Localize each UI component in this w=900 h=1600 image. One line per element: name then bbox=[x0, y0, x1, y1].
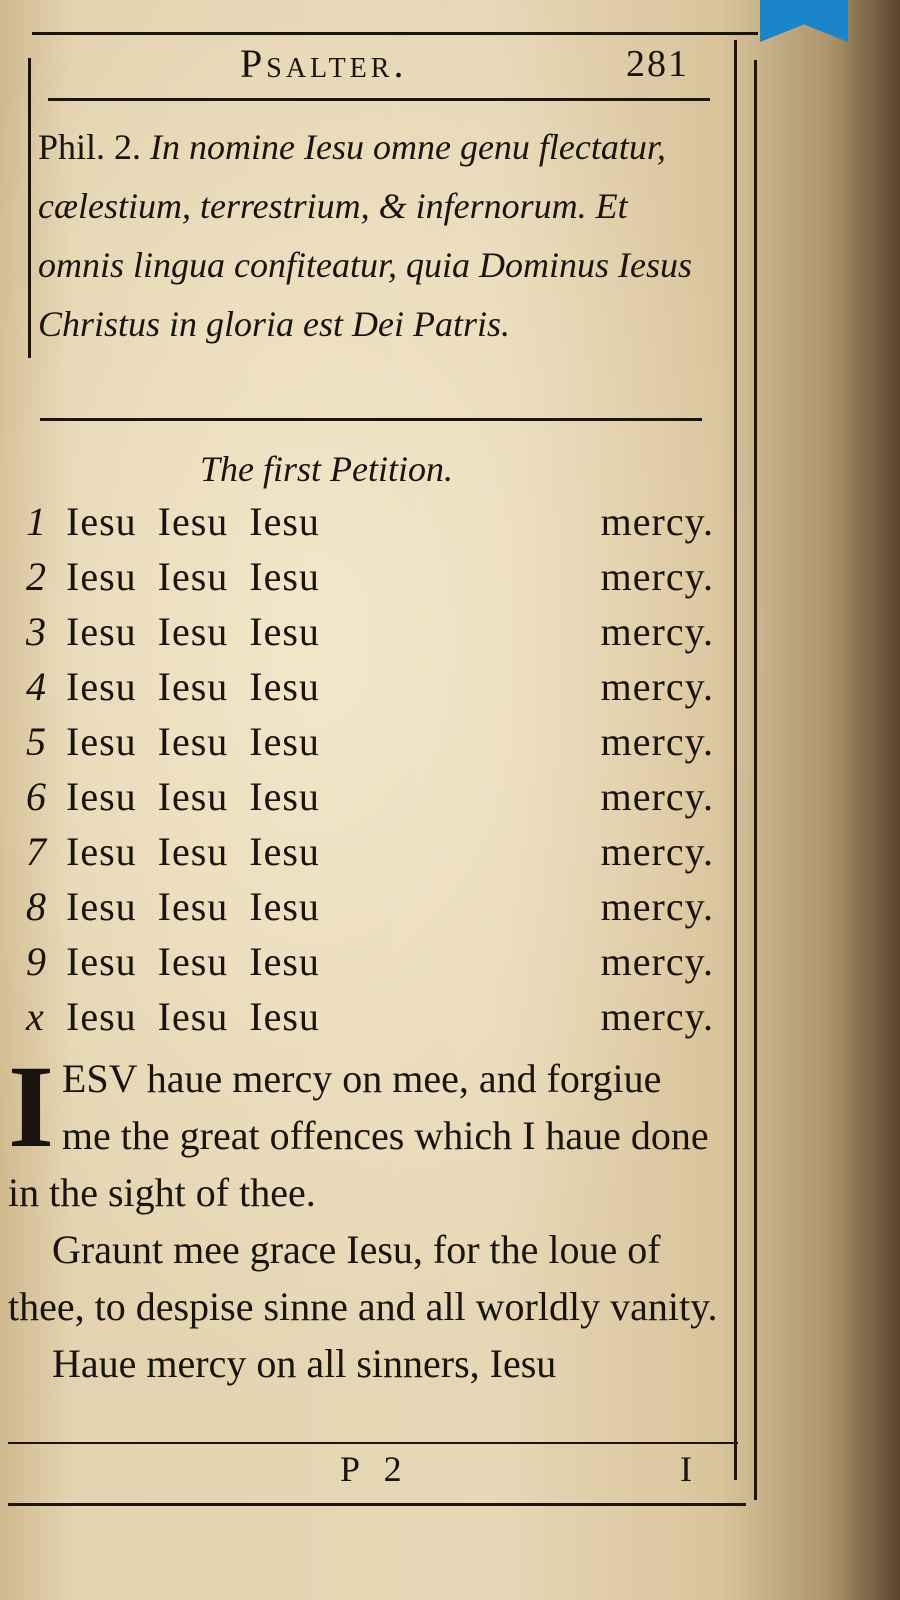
litany-number: 8 bbox=[26, 884, 46, 929]
litany-number: x bbox=[26, 994, 44, 1039]
prayer-line: Haue mercy on all sinners, Iesu bbox=[52, 1341, 557, 1386]
scripture-text: In nomine Iesu omne genu flectatur, cælestium, terrestrium, & infernorum. Et omnis lingua confiteatur, quia Dominus Iesus Christus in gloria est Dei Patris. bbox=[38, 127, 692, 344]
litany-words: Iesu Iesu Iesu bbox=[66, 829, 320, 874]
litany-response: mercy. bbox=[600, 884, 714, 929]
spine-shadow bbox=[830, 0, 900, 1600]
litany-words: Iesu Iesu Iesu bbox=[66, 884, 320, 929]
litany-row bbox=[12, 553, 714, 609]
litany-number: 5 bbox=[26, 719, 46, 764]
right-outer-rule bbox=[754, 60, 757, 1500]
litany-response: mercy. bbox=[600, 664, 714, 709]
litany-response: mercy. bbox=[600, 609, 714, 654]
signature-mark: P 2 bbox=[340, 1449, 410, 1489]
left-margin-rule bbox=[28, 58, 31, 358]
running-title: Psalter. bbox=[240, 41, 408, 86]
litany-number: 9 bbox=[26, 939, 46, 984]
litany-words: Iesu Iesu Iesu bbox=[66, 994, 320, 1039]
litany-words: Iesu Iesu Iesu bbox=[66, 939, 320, 984]
litany-words: Iesu Iesu Iesu bbox=[66, 774, 320, 819]
petition-title: The first Petition. bbox=[200, 449, 454, 489]
litany-response: mercy. bbox=[600, 939, 714, 984]
scripture-passage bbox=[38, 118, 718, 354]
litany-response: mercy. bbox=[600, 829, 714, 874]
header-rule bbox=[48, 98, 710, 101]
page-number: 281 bbox=[626, 43, 689, 85]
prayer-paragraph bbox=[8, 1335, 720, 1392]
section-rule bbox=[40, 418, 702, 421]
litany-row bbox=[12, 993, 714, 1049]
litany-row bbox=[12, 608, 714, 664]
prayer-text bbox=[8, 1041, 720, 1392]
litany-row bbox=[12, 718, 714, 774]
litany-row bbox=[12, 938, 714, 994]
litany-row bbox=[12, 828, 714, 884]
footer-rule bbox=[8, 1442, 738, 1444]
litany-words: Iesu Iesu Iesu bbox=[66, 664, 320, 709]
litany-words: Iesu Iesu Iesu bbox=[66, 499, 320, 544]
top-rule bbox=[32, 32, 758, 35]
litany-row bbox=[12, 663, 714, 719]
litany-row bbox=[12, 773, 714, 829]
litany-number: 3 bbox=[26, 609, 46, 654]
prayer-paragraph bbox=[8, 1041, 720, 1221]
litany-response: mercy. bbox=[600, 499, 714, 544]
drop-cap: I bbox=[8, 1041, 54, 1172]
litany-words: Iesu Iesu Iesu bbox=[66, 554, 320, 599]
litany-number: 1 bbox=[26, 499, 46, 544]
litany-response: mercy. bbox=[600, 994, 714, 1039]
litany-number: 7 bbox=[26, 829, 46, 874]
scripture-reference: Phil. 2. bbox=[38, 127, 142, 167]
litany-words: Iesu Iesu Iesu bbox=[66, 609, 320, 654]
catchword: I bbox=[680, 1449, 692, 1489]
prayer-paragraph bbox=[8, 1221, 720, 1335]
bottom-rule bbox=[8, 1503, 746, 1506]
litany-number: 6 bbox=[26, 774, 46, 819]
litany-row bbox=[12, 498, 714, 554]
litany-number: 4 bbox=[26, 664, 46, 709]
prayer-line: Graunt mee grace Iesu, for the loue of thee, to despise sinne and all worldly vanity. bbox=[8, 1227, 718, 1329]
litany-response: mercy. bbox=[600, 719, 714, 764]
litany-words: Iesu Iesu Iesu bbox=[66, 719, 320, 764]
litany-response: mercy. bbox=[600, 774, 714, 819]
litany-response: mercy. bbox=[600, 554, 714, 599]
right-margin-rule bbox=[734, 40, 737, 1480]
prayer-line: ESV haue mercy on mee, and forgiue me the great offences which I haue done in the sight of thee. bbox=[8, 1056, 709, 1215]
bookmark-ribbon-icon[interactable] bbox=[760, 0, 848, 42]
litany-number: 2 bbox=[26, 554, 46, 599]
litany-row bbox=[12, 883, 714, 939]
